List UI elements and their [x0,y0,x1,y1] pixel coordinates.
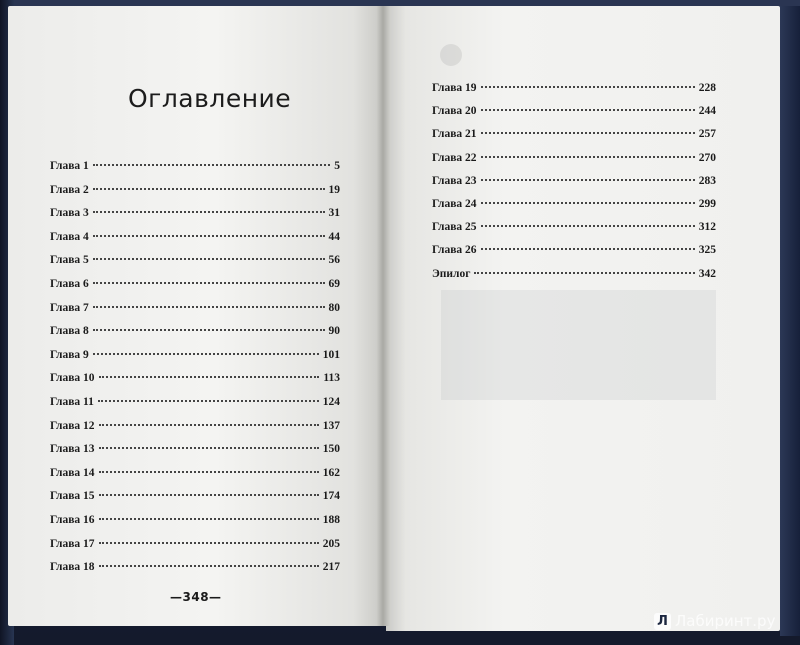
dot-leader [98,400,319,402]
toc-entry-label: Глава 3 [50,207,89,220]
toc-entry [50,254,340,278]
toc-entry [50,207,340,231]
toc-entry-label: Глава 7 [50,301,89,314]
toc-entry-label: Глава 24 [432,197,477,210]
toc-entry-label: Глава 22 [432,151,477,164]
toc-entry-page-number: 162 [322,466,340,479]
dot-leader [481,156,695,158]
toc-entry [50,396,340,420]
watermark-text: Лабиринт.ру [675,612,776,630]
toc-entry-label: Глава 9 [50,348,89,361]
toc-entry-label: Глава 5 [50,254,89,267]
dot-leader [93,282,325,284]
toc-entry-label: Глава 23 [432,174,477,187]
toc-entry-page-number: 283 [698,174,716,187]
toc-entry-page-number: 342 [698,267,716,280]
dot-leader [99,376,320,378]
toc-entry-page-number: 90 [328,325,340,338]
toc-entry-page-number: 101 [322,348,340,361]
toc-entry [50,349,340,373]
page-number: —348— [170,590,222,604]
toc-entry-page-number: 312 [698,221,716,234]
dot-leader [93,306,325,308]
toc-entry-label: Глава 8 [50,325,89,338]
toc-entry-page-number: 257 [698,128,716,141]
dot-leader [474,272,694,274]
toc-entry-label: Глава 2 [50,183,89,196]
toc-entry-label: Глава 10 [50,372,95,385]
dot-leader [99,565,319,567]
toc-entry [432,221,716,244]
toc-entry [50,278,340,302]
dot-leader [99,518,319,520]
dot-leader [93,211,325,213]
toc-entry-page-number: 188 [322,513,340,526]
toc-entry-page-number: 69 [328,277,340,290]
toc-entry [50,372,340,396]
labirint-logo-icon: Л [654,613,671,630]
toc-entry-page-number: 150 [322,443,340,456]
toc-entry-label: Глава 15 [50,490,95,503]
dot-leader [99,471,319,473]
dot-leader [99,447,319,449]
toc-entry [50,420,340,444]
toc-entry-page-number: 325 [698,244,716,257]
dot-leader [99,424,319,426]
toc-entry-page-number: 56 [328,254,340,267]
toc-entry-label: Глава 21 [432,128,477,141]
toc-entry [432,105,716,128]
toc-entry [50,302,340,326]
dot-leader [99,494,319,496]
toc-entry [432,82,716,105]
dot-leader [481,225,695,227]
toc-entry-page-number: 5 [334,160,340,172]
dot-leader [93,164,330,166]
watermark [654,612,775,630]
toc-entry-label: Глава 18 [50,561,95,574]
dot-leader [99,542,319,544]
toc-entry [50,184,340,208]
toc-entry-page-number: 31 [328,207,340,220]
toc-entry [432,244,716,267]
toc-entry-label: Глава 12 [50,419,95,432]
toc-entry-label: Глава 1 [50,160,89,172]
toc-entry-page-number: 80 [328,301,340,314]
toc-entry-page-number: 44 [328,230,340,243]
toc-entry [50,490,340,514]
toc-entry-page-number: 124 [322,395,340,408]
toc-entry-label: Глава 11 [50,395,94,408]
toc-entry [50,160,340,184]
toc-entry [432,152,716,175]
dot-leader [481,109,695,111]
dot-leader [481,202,695,204]
toc-entry-page-number: 217 [322,561,340,574]
toc-entry-page-number: 228 [698,82,716,94]
bleed-through-ornament [440,44,462,66]
toc-list-right [432,82,716,291]
cover-edge-right [780,6,800,636]
toc-entry-label: Глава 20 [432,105,477,118]
dot-leader [93,353,319,355]
toc-entry [432,175,716,198]
dot-leader [93,188,325,190]
toc-entry-label: Глава 4 [50,230,89,243]
toc-list-left [50,160,340,585]
toc-entry [432,268,716,291]
toc-entry-page-number: 270 [698,151,716,164]
toc-entry-page-number: 205 [322,537,340,550]
toc-entry-label: Глава 19 [432,82,477,94]
toc-entry [50,325,340,349]
bleed-through-illustration [441,290,716,400]
toc-entry [50,443,340,467]
dot-leader [481,132,695,134]
dot-leader [481,179,695,181]
dot-leader [93,329,325,331]
toc-entry-label: Глава 6 [50,277,89,290]
toc-entry-page-number: 113 [323,372,340,385]
toc-entry-label: Глава 16 [50,513,95,526]
toc-entry-label: Глава 25 [432,221,477,234]
dot-leader [481,86,695,88]
dot-leader [93,235,325,237]
toc-entry [432,198,716,221]
toc-entry-label: Эпилог [432,267,471,280]
toc-entry-page-number: 137 [322,419,340,432]
toc-entry [50,231,340,255]
toc-entry-label: Глава 14 [50,466,95,479]
toc-entry-page-number: 299 [698,197,716,210]
toc-entry-page-number: 174 [322,490,340,503]
toc-entry [50,467,340,491]
dot-leader [93,258,325,260]
dot-leader [481,248,695,250]
toc-entry-label: Глава 17 [50,537,95,550]
toc-entry-page-number: 244 [698,105,716,118]
toc-title: Оглавление [128,84,292,113]
toc-entry [50,538,340,562]
toc-entry [50,561,340,585]
toc-entry-page-number: 19 [328,183,340,196]
toc-entry [50,514,340,538]
toc-entry [432,128,716,151]
toc-entry-label: Глава 26 [432,244,477,257]
book-gutter [376,6,390,626]
toc-entry-label: Глава 13 [50,443,95,456]
